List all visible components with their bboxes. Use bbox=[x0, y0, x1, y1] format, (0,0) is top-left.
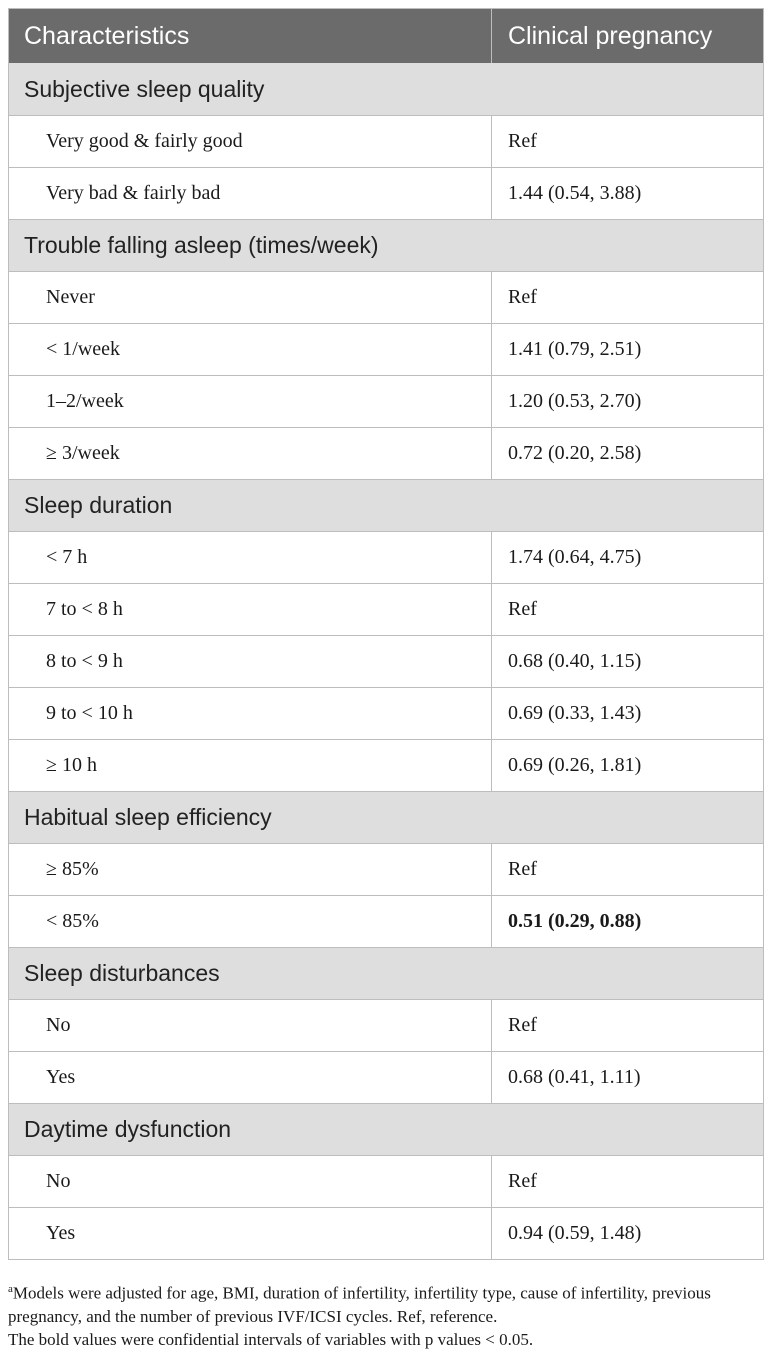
table-row bbox=[9, 739, 763, 791]
table-header bbox=[9, 9, 763, 63]
row-value: 0.51 (0.29, 0.88) bbox=[508, 910, 642, 932]
row-label: 7 to < 8 h bbox=[9, 584, 492, 635]
row-label: Very good & fairly good bbox=[9, 116, 492, 167]
row-label: < 85% bbox=[9, 896, 492, 947]
table-row bbox=[9, 843, 763, 895]
row-label: ≥ 10 h bbox=[9, 740, 492, 791]
row-value: 0.69 (0.33, 1.43) bbox=[508, 702, 642, 724]
table-row bbox=[9, 583, 763, 635]
table-row bbox=[9, 323, 763, 375]
row-label: 1–2/week bbox=[9, 376, 492, 427]
row-label: No bbox=[9, 1000, 492, 1051]
footnote-marker: a bbox=[8, 1283, 13, 1295]
row-value: 0.94 (0.59, 1.48) bbox=[508, 1222, 642, 1244]
table-row bbox=[9, 895, 763, 947]
table-row bbox=[9, 687, 763, 739]
row-value: 0.68 (0.41, 1.11) bbox=[508, 1066, 641, 1088]
table-footnotes bbox=[8, 1278, 768, 1351]
section-header: Trouble falling asleep (times/week) bbox=[9, 219, 763, 271]
row-value: Ref bbox=[508, 286, 537, 308]
row-label: 9 to < 10 h bbox=[9, 688, 492, 739]
table-row bbox=[9, 427, 763, 479]
row-value: 1.74 (0.64, 4.75) bbox=[508, 546, 642, 568]
footnote-adjustment: $^a$Models were adjusted for age, BMI, duration of infertility, infertility type, cause of infertility, previous pregnancy, and the number of previous IVF/ICSI cycles. Ref, reference. bbox=[8, 1283, 711, 1326]
table-row bbox=[9, 1051, 763, 1103]
row-value: 0.68 (0.40, 1.15) bbox=[508, 650, 642, 672]
table-row bbox=[9, 635, 763, 687]
row-label: No bbox=[9, 1156, 492, 1207]
section-header: Subjective sleep quality bbox=[9, 63, 763, 115]
section-header: Sleep disturbances bbox=[9, 947, 763, 999]
row-label: Very bad & fairly bad bbox=[9, 168, 492, 219]
row-value: Ref bbox=[508, 130, 537, 152]
row-label: < 1/week bbox=[9, 324, 492, 375]
row-label: 8 to < 9 h bbox=[9, 636, 492, 687]
row-label: ≥ 3/week bbox=[9, 428, 492, 479]
row-value: 0.69 (0.26, 1.81) bbox=[508, 754, 642, 776]
row-value: 0.72 (0.20, 2.58) bbox=[508, 442, 642, 464]
row-value: Ref bbox=[508, 1014, 537, 1036]
row-value: 1.44 (0.54, 3.88) bbox=[508, 182, 642, 204]
table-row bbox=[9, 271, 763, 323]
table-row bbox=[9, 1155, 763, 1207]
table-row bbox=[9, 167, 763, 219]
table-row bbox=[9, 531, 763, 583]
header-characteristics: Characteristics bbox=[9, 9, 492, 63]
table-row bbox=[9, 1207, 763, 1259]
row-value: Ref bbox=[508, 598, 537, 620]
section-header: Daytime dysfunction bbox=[9, 1103, 763, 1155]
table-row bbox=[9, 999, 763, 1051]
table-row bbox=[9, 115, 763, 167]
section-header: Habitual sleep efficiency bbox=[9, 791, 763, 843]
table-row bbox=[9, 375, 763, 427]
row-value: Ref bbox=[508, 1170, 537, 1192]
row-value: 1.41 (0.79, 2.51) bbox=[508, 338, 642, 360]
row-label: Yes bbox=[9, 1052, 492, 1103]
row-value: Ref bbox=[508, 858, 537, 880]
row-label: ≥ 85% bbox=[9, 844, 492, 895]
section-header: Sleep duration bbox=[9, 479, 763, 531]
row-value: 1.20 (0.53, 2.70) bbox=[508, 390, 642, 412]
footnote-bold-note: The bold values were confidential intervals of variables with p values < 0.05. bbox=[8, 1329, 534, 1349]
header-clinical-pregnancy: Clinical pregnancy bbox=[508, 21, 713, 50]
row-label: Never bbox=[9, 272, 492, 323]
row-label: Yes bbox=[9, 1208, 492, 1259]
results-table bbox=[8, 8, 764, 1260]
row-label: < 7 h bbox=[9, 532, 492, 583]
